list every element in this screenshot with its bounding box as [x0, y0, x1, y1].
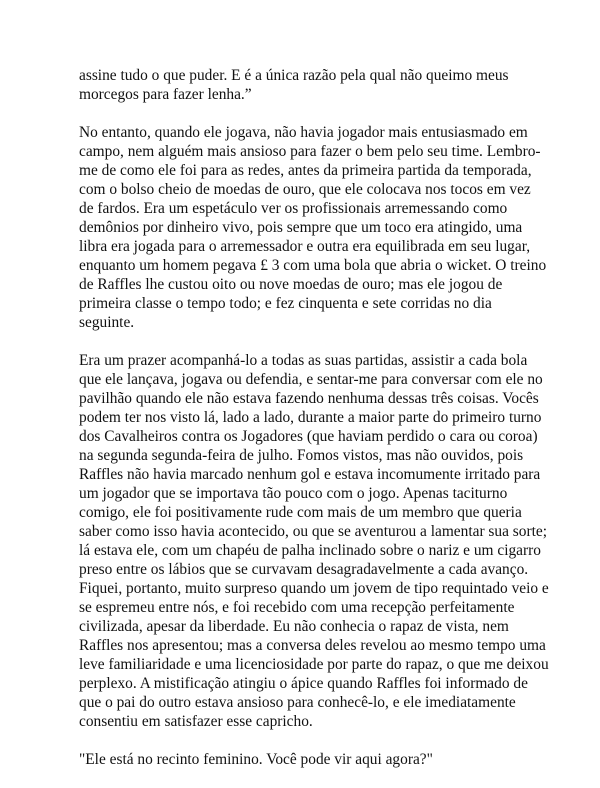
text-line: campo, nem alguém mais ansioso para fazer o bem pelo seu time. Lembro- [79, 143, 541, 160]
text-line: que ele lançava, jogava ou defendia, e sentar-me para conversar com ele no [79, 371, 543, 388]
text-line: com o bolso cheio de moedas de ouro, que ele colocava nos tocos em vez [79, 181, 531, 198]
text-line: Raffles nos apresentou; mas a conversa deles revelou ao mesmo tempo uma [79, 637, 546, 654]
text-line: libra era jogada para o arremessador e outra era equilibrada em seu lugar, [79, 238, 531, 255]
text-line: na segunda segunda-feira de julho. Fomos vistos, mas não ouvidos, pois [79, 447, 524, 464]
paragraph-4 [79, 750, 529, 769]
text-line: demônios por dinheiro vivo, pois sempre que um toco era atingido, uma [79, 219, 523, 236]
document-page [79, 66, 549, 788]
paragraph-3 [79, 351, 549, 731]
text-line: me de como ele foi para as redes, antes da primeira partida da temporada, [79, 162, 532, 179]
text-line: pavilhão quando ele não estava fazendo nenhuma dessas três coisas. Vocês [79, 390, 539, 407]
text-line: Era um prazer acompanhá-lo a todas as suas partidas, assistir a cada bola [79, 352, 528, 369]
text-line: Raffles não havia marcado nenhum gol e estava incomumente irritado para [79, 466, 541, 483]
text-line: um jogador que se importava tão pouco com o jogo. Apenas taciturno [79, 485, 508, 502]
text-line: lá estava ele, com um chapéu de palha inclinado sobre o nariz e um cigarro [79, 542, 541, 559]
text-line: de fardos. Era um espetáculo ver os profissionais arremessando como [79, 200, 508, 217]
text-line: de Raffles lhe custou oito ou nove moedas de ouro; mas ele jogou de [79, 276, 503, 293]
text-line: perplexo. A mistificação atingiu o ápice quando Raffles foi informado de [79, 675, 528, 692]
text-line: se espremeu entre nós, e foi recebido com uma recepção perfeitamente [79, 599, 515, 616]
text-line: que o pai do outro estava ansioso para conhecê-lo, e ele imediatamente [79, 694, 516, 711]
text-line: morcegos para fazer lenha.” [79, 86, 252, 103]
paragraph-2 [79, 123, 547, 332]
text-line: seguinte. [79, 314, 135, 331]
text-line: No entanto, quando ele jogava, não havia jogador mais entusiasmado em [79, 124, 528, 141]
text-line: civilizada, apesar da liberdade. Eu não conhecia o rapaz de vista, nem [79, 618, 509, 635]
text-line: comigo, ele foi positivamente rude com mais de um membro que queria [79, 504, 522, 521]
paragraph-1 [79, 66, 529, 104]
text-line: saber como isso havia acontecido, ou que se aventurou a lamentar sua sorte; [79, 523, 547, 540]
text-line: assine tudo o que puder. E é a única razão pela qual não queimo meus [79, 67, 509, 84]
text-line: consentiu em satisfazer esse capricho. [79, 713, 313, 730]
text-line: dos Cavalheiros contra os Jogadores (que haviam perdido o cara ou coroa) [79, 428, 538, 445]
text-line: podem ter nos visto lá, lado a lado, durante a maior parte do primeiro turno [79, 409, 542, 426]
text-line: "Ele está no recinto feminino. Você pode vir aqui agora?" [79, 751, 433, 768]
text-line: primeira classe o tempo todo; e fez cinquenta e sete corridas no dia [79, 295, 492, 312]
text-line: leve familiaridade e uma licenciosidade por parte do rapaz, o que me deixou [79, 656, 549, 673]
text-line: Fiquei, portanto, muito surpreso quando um jovem de tipo requintado veio e [79, 580, 549, 597]
text-line: preso entre os lábios que se curvavam desagradavelmente a cada avanço. [79, 561, 529, 578]
text-line: enquanto um homem pegava £ 3 com uma bola que abria o wicket. O treino [79, 257, 547, 274]
